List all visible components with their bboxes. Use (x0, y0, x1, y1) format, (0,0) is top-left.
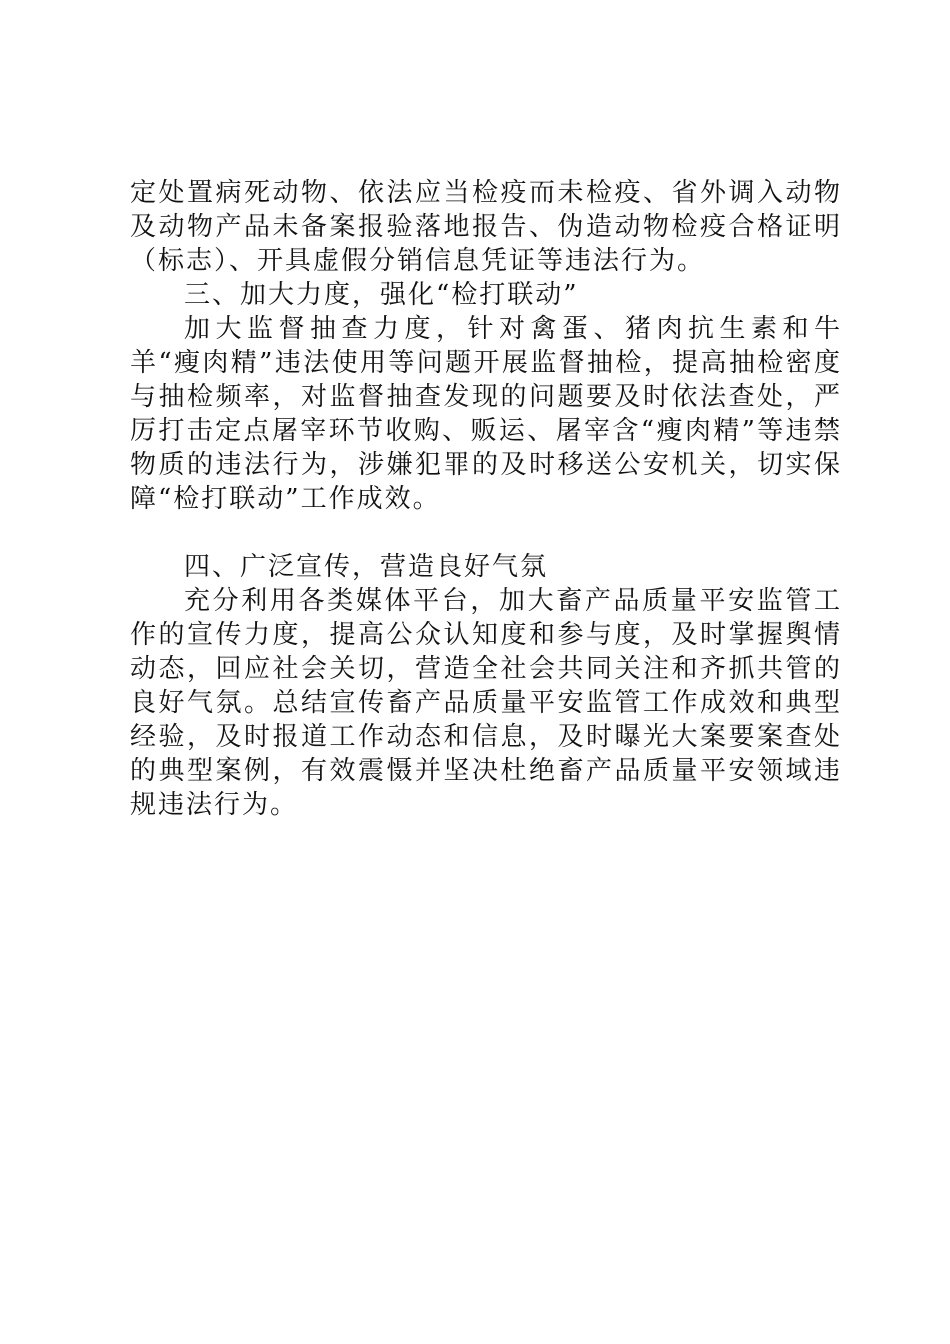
section-heading-three: 三、加大力度，强化“检打联动” (184, 280, 579, 310)
paragraph-publicity: 充分利用各类媒体平台，加大畜产品质量平安监管工作的宣传力度，提高公众认知度和参与度，及时掌握舆情动态，回应社会关切，营造全社会共同关注和齐抓共管的良好气氛。总结宣传畜产品质量平安监管工作成效和典型经验，及时报道工作动态和信息，及时曝光大案要案查处的典型案例，有效震慑并坚决杜绝畜产品质量平安领域违规违法行为。 (130, 586, 842, 820)
blank-line (130, 516, 842, 550)
document-body (130, 176, 842, 822)
section-heading-four: 四、广泛宣传，营造良好气氛 (184, 552, 549, 582)
paragraph-inspection-enforcement: 加大监督抽查力度，针对禽蛋、猪肉抗生素和牛羊“瘦肉精”违法使用等问题开展监督抽检，提高抽检密度与抽检频率，对监督抽查发现的问题要及时依法查处，严厉打击定点屠宰环节收购、贩运、屠宰含“瘦肉精”等违禁物质的违法行为，涉嫌犯罪的及时移送公安机关，切实保障“检打联动”工作成效。 (130, 314, 842, 514)
paragraph-continuation: 定处置病死动物、依法应当检疫而未检疫、省外调入动物及动物产品未备案报验落地报告、伪造动物检疫合格证明（标志）、开具虚假分销信息凭证等违法行为。 (130, 178, 842, 276)
